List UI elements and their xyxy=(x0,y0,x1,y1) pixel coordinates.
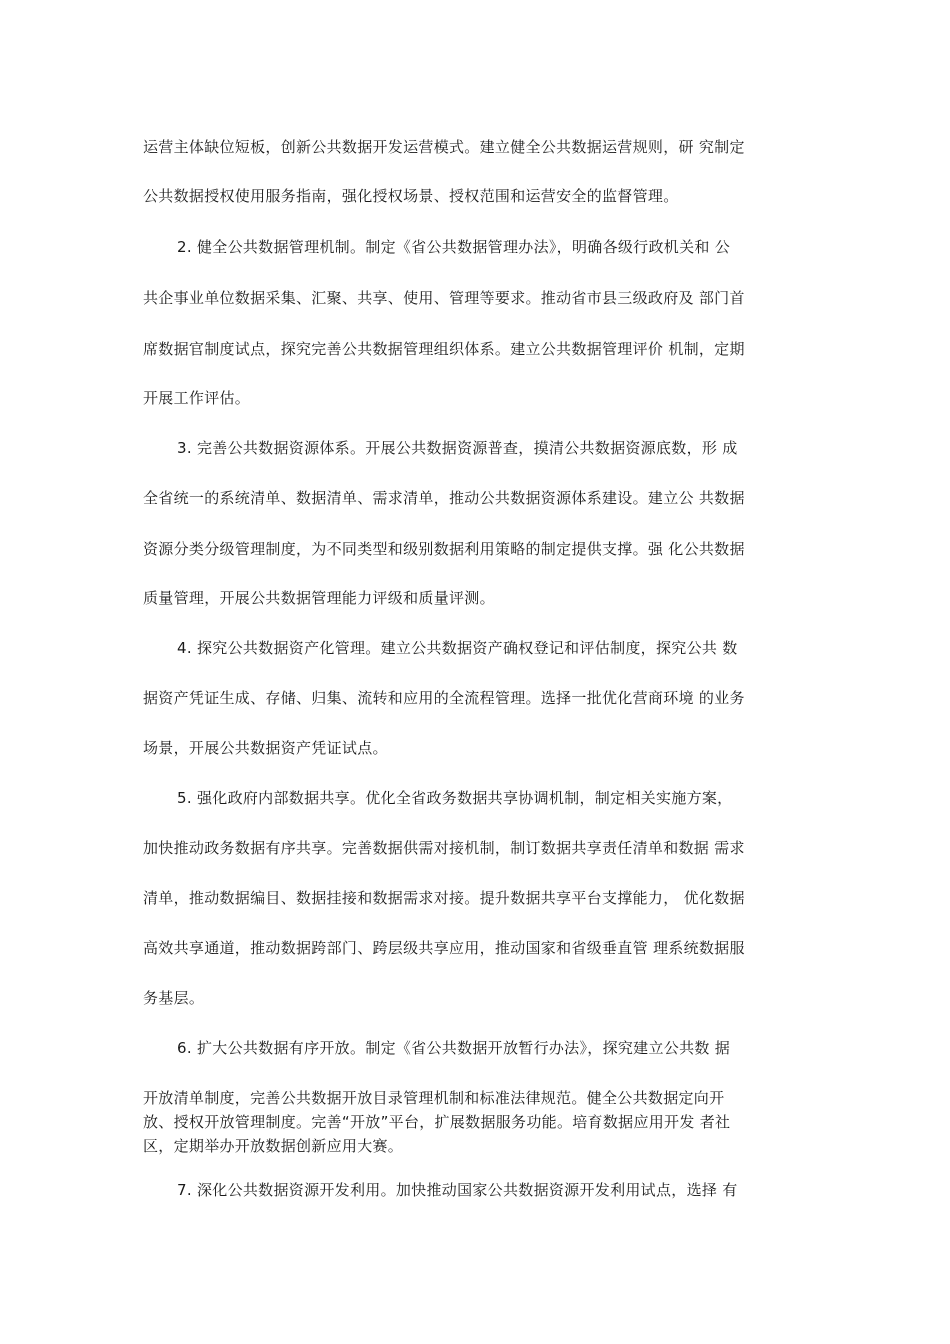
paragraph-4-heading-line: 4. 探究公共数据资产化管理。建立公共数据资产确权登记和评估制度，探究公共 数 xyxy=(177,639,738,657)
text-line: 开展工作评估。 xyxy=(143,389,251,407)
text-line: 清单，推动数据编目、数据挂接和数据需求对接。提升数据共享平台支撑能力， 优化数据 xyxy=(143,889,745,907)
text-line: 公共数据授权使用服务指南，强化授权场景、授权范围和运营安全的监督管理。 xyxy=(143,187,679,205)
text-line: 质量管理，开展公共数据管理能力评级和质量评测。 xyxy=(143,589,495,607)
text-line: 场景，开展公共数据资产凭证试点。 xyxy=(143,739,388,757)
text-line: 区，定期举办开放数据创新应用大赛。 xyxy=(143,1137,404,1155)
paragraph-7-heading-line: 7. 深化公共数据资源开发利用。加快推动国家公共数据资源开发利用试点，选择 有 xyxy=(177,1181,738,1199)
paragraph-5-heading-line: 5. 强化政府内部数据共享。优化全省政务数据共享协调机制，制定相关实施方案， xyxy=(177,789,733,807)
text-line: 共企事业单位数据采集、汇聚、共享、使用、管理等要求。推动省市县三级政府及 部门首 xyxy=(143,289,745,307)
text-line: 资源分类分级管理制度，为不同类型和级别数据利用策略的制定提供支撑。强 化公共数据 xyxy=(143,540,745,558)
paragraph-6-heading-line: 6. 扩大公共数据有序开放。制定《省公共数据开放暂行办法》，探究建立公共数 据 xyxy=(177,1039,731,1057)
text-line: 务基层。 xyxy=(143,989,205,1007)
text-line: 席数据官制度试点，探究完善公共数据管理组织体系。建立公共数据管理评价 机制，定期 xyxy=(143,340,745,358)
text-line: 高效共享通道，推动数据跨部门、跨层级共享应用，推动国家和省级垂直管 理系统数据服 xyxy=(143,939,745,957)
paragraph-2-heading-line: 2. 健全公共数据管理机制。制定《省公共数据管理办法》，明确各级行政机关和 公 xyxy=(177,238,731,256)
text-line: 开放清单制度，完善公共数据开放目录管理机制和标准法律规范。健全公共数据定向开 xyxy=(143,1089,725,1107)
text-line: 加快推动政务数据有序共享。完善数据供需对接机制，制订数据共享责任清单和数据 需求 xyxy=(143,839,745,857)
text-line: 放、授权开放管理制度。完善“开放”平台，扩展数据服务功能。培育数据应用开发 者社 xyxy=(143,1113,731,1131)
text-line: 全省统一的系统清单、数据清单、需求清单，推动公共数据资源体系建设。建立公 共数据 xyxy=(143,489,745,507)
paragraph-3-heading-line: 3. 完善公共数据资源体系。开展公共数据资源普查，摸清公共数据资源底数，形 成 xyxy=(177,439,738,457)
text-line: 运营主体缺位短板，创新公共数据开发运营模式。建立健全公共数据运营规则，研 究制定 xyxy=(143,138,745,156)
text-line: 据资产凭证生成、存储、归集、流转和应用的全流程管理。选择一批优化营商环境 的业务 xyxy=(143,689,745,707)
